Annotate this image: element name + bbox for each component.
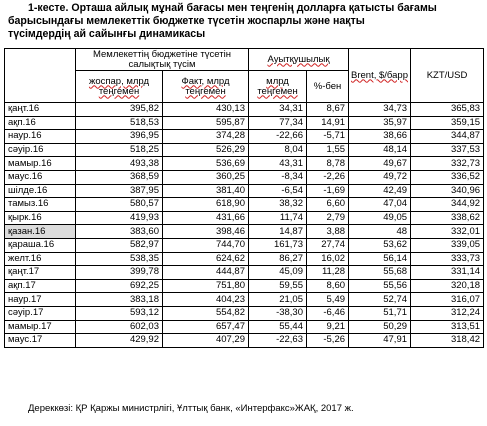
cell-plan: 399,78 bbox=[76, 266, 163, 280]
cell-m: ақп.16 bbox=[5, 116, 76, 130]
cell-kzt: 313,51 bbox=[411, 320, 484, 334]
cell-fact: 751,80 bbox=[163, 279, 249, 293]
cell-plan: 582,97 bbox=[76, 238, 163, 252]
cell-brent: 47,91 bbox=[349, 334, 411, 348]
cell-dev: -38,30 bbox=[249, 306, 307, 320]
caption-line-1: 1-кесте. Орташа айлық мұнай бағасы мен теңгенің долларға қатысты бағамы bbox=[28, 2, 437, 14]
header-deviation-text: Ауытқушылық bbox=[267, 53, 330, 65]
table-row bbox=[5, 279, 484, 293]
cell-fact: 381,40 bbox=[163, 184, 249, 198]
cell-m: қаңт.16 bbox=[5, 103, 76, 117]
cell-pct: 9,21 bbox=[307, 320, 349, 334]
table-row bbox=[5, 306, 484, 320]
cell-dev: 45,09 bbox=[249, 266, 307, 280]
cell-brent: 55,56 bbox=[349, 279, 411, 293]
cell-pct: 8,78 bbox=[307, 157, 349, 171]
caption-line-2: барысындағы мемлекеттік бюджетке түсетін жоспарлы және нақты bbox=[8, 15, 365, 27]
cell-m: маус.17 bbox=[5, 334, 76, 348]
cell-kzt: 344,92 bbox=[411, 198, 484, 212]
cell-dev: 11,74 bbox=[249, 211, 307, 225]
cell-fact: 430,13 bbox=[163, 103, 249, 117]
header-dev-abs bbox=[249, 71, 307, 103]
cell-brent: 34,73 bbox=[349, 103, 411, 117]
cell-dev: 43,31 bbox=[249, 157, 307, 171]
cell-brent: 48,14 bbox=[349, 143, 411, 157]
cell-fact: 431,66 bbox=[163, 211, 249, 225]
header-budget-group: Мемлекеттің бюджетіне түсетін салықтық түсім bbox=[76, 49, 249, 71]
table-row bbox=[5, 320, 484, 334]
cell-dev: 55,44 bbox=[249, 320, 307, 334]
cell-fact: 624,62 bbox=[163, 252, 249, 266]
header-deviation-group bbox=[249, 49, 349, 71]
cell-m: мамыр.17 bbox=[5, 320, 76, 334]
cell-fact: 404,23 bbox=[163, 293, 249, 307]
table-row bbox=[5, 238, 484, 252]
header-dev-abs-text: млрд теңгемен bbox=[257, 75, 298, 97]
cell-pct: 2,79 bbox=[307, 211, 349, 225]
table-row bbox=[5, 170, 484, 184]
table-body bbox=[5, 103, 484, 348]
cell-dev: 161,73 bbox=[249, 238, 307, 252]
cell-pct: 1,55 bbox=[307, 143, 349, 157]
cell-m: сәуір.17 bbox=[5, 306, 76, 320]
cell-dev: 86,27 bbox=[249, 252, 307, 266]
cell-dev: -22,63 bbox=[249, 334, 307, 348]
cell-plan: 383,18 bbox=[76, 293, 163, 307]
header-plan bbox=[76, 71, 163, 103]
header-brent-text: Brent, $/барр bbox=[351, 69, 408, 81]
table-row bbox=[5, 116, 484, 130]
table-row bbox=[5, 130, 484, 144]
cell-fact: 618,90 bbox=[163, 198, 249, 212]
cell-dev: -6,54 bbox=[249, 184, 307, 198]
cell-plan: 593,12 bbox=[76, 306, 163, 320]
cell-plan: 538,35 bbox=[76, 252, 163, 266]
source-note: Дереккөзі: ҚР Қаржы министрлігі, Ұлттық банк, «Интерфакс»ЖАҚ, 2017 ж. bbox=[28, 403, 354, 414]
cell-pct: -5,26 bbox=[307, 334, 349, 348]
table-row bbox=[5, 103, 484, 117]
cell-kzt: 332,01 bbox=[411, 225, 484, 239]
cell-fact: 554,82 bbox=[163, 306, 249, 320]
cell-m: қараша.16 bbox=[5, 238, 76, 252]
cell-brent: 53,62 bbox=[349, 238, 411, 252]
cell-kzt: 340,96 bbox=[411, 184, 484, 198]
cell-fact: 595,87 bbox=[163, 116, 249, 130]
cell-kzt: 320,18 bbox=[411, 279, 484, 293]
cell-m: маус.16 bbox=[5, 170, 76, 184]
cell-brent: 51,71 bbox=[349, 306, 411, 320]
table-row bbox=[5, 184, 484, 198]
table-row bbox=[5, 211, 484, 225]
cell-kzt: 339,05 bbox=[411, 238, 484, 252]
cell-fact: 360,25 bbox=[163, 170, 249, 184]
cell-m: ақп.17 bbox=[5, 279, 76, 293]
cell-pct: 8,60 bbox=[307, 279, 349, 293]
budget-table bbox=[4, 48, 484, 348]
cell-pct: 11,28 bbox=[307, 266, 349, 280]
header-kzt-usd: KZT/USD bbox=[411, 49, 484, 103]
cell-m: мамыр.16 bbox=[5, 157, 76, 171]
cell-brent: 47,04 bbox=[349, 198, 411, 212]
cell-plan: 518,25 bbox=[76, 143, 163, 157]
cell-plan: 602,03 bbox=[76, 320, 163, 334]
cell-plan: 493,38 bbox=[76, 157, 163, 171]
table-row bbox=[5, 252, 484, 266]
cell-kzt: 359,15 bbox=[411, 116, 484, 130]
cell-pct: 8,67 bbox=[307, 103, 349, 117]
cell-plan: 387,95 bbox=[76, 184, 163, 198]
cell-fact: 536,69 bbox=[163, 157, 249, 171]
cell-m: қазан.16 bbox=[5, 225, 76, 239]
cell-dev: 59,55 bbox=[249, 279, 307, 293]
cell-brent: 48 bbox=[349, 225, 411, 239]
cell-m: сәуір.16 bbox=[5, 143, 76, 157]
table-row bbox=[5, 225, 484, 239]
caption-line-3: түсімдердің ай сайынғы динамикасы bbox=[8, 28, 206, 40]
cell-plan: 383,60 bbox=[76, 225, 163, 239]
cell-kzt: 312,24 bbox=[411, 306, 484, 320]
table-row bbox=[5, 198, 484, 212]
table-row bbox=[5, 143, 484, 157]
table-row bbox=[5, 334, 484, 348]
table-row bbox=[5, 266, 484, 280]
cell-fact: 657,47 bbox=[163, 320, 249, 334]
header-fact-text: Факт, млрд теңгемен bbox=[181, 75, 230, 97]
cell-brent: 52,74 bbox=[349, 293, 411, 307]
cell-kzt: 331,14 bbox=[411, 266, 484, 280]
cell-fact: 398,46 bbox=[163, 225, 249, 239]
cell-kzt: 333,73 bbox=[411, 252, 484, 266]
cell-pct: 5,49 bbox=[307, 293, 349, 307]
cell-pct: 6,60 bbox=[307, 198, 349, 212]
header-month bbox=[5, 49, 76, 103]
cell-m: қаңт.17 bbox=[5, 266, 76, 280]
cell-fact: 374,28 bbox=[163, 130, 249, 144]
cell-pct: 27,74 bbox=[307, 238, 349, 252]
cell-brent: 35,97 bbox=[349, 116, 411, 130]
cell-brent: 55,68 bbox=[349, 266, 411, 280]
cell-m: желт.16 bbox=[5, 252, 76, 266]
cell-dev: 34,31 bbox=[249, 103, 307, 117]
cell-brent: 38,66 bbox=[349, 130, 411, 144]
header-brent bbox=[349, 49, 411, 103]
cell-kzt: 344,87 bbox=[411, 130, 484, 144]
cell-dev: 77,34 bbox=[249, 116, 307, 130]
cell-pct: 16,02 bbox=[307, 252, 349, 266]
cell-kzt: 365,83 bbox=[411, 103, 484, 117]
cell-pct: -1,69 bbox=[307, 184, 349, 198]
cell-kzt: 318,42 bbox=[411, 334, 484, 348]
cell-dev: 38,32 bbox=[249, 198, 307, 212]
cell-m: қырк.16 bbox=[5, 211, 76, 225]
cell-kzt: 338,62 bbox=[411, 211, 484, 225]
cell-pct: -2,26 bbox=[307, 170, 349, 184]
table-row bbox=[5, 293, 484, 307]
cell-plan: 580,57 bbox=[76, 198, 163, 212]
cell-kzt: 316,07 bbox=[411, 293, 484, 307]
cell-pct: 3,88 bbox=[307, 225, 349, 239]
cell-kzt: 336,52 bbox=[411, 170, 484, 184]
cell-plan: 419,93 bbox=[76, 211, 163, 225]
cell-dev: -8,34 bbox=[249, 170, 307, 184]
cell-dev: 14,87 bbox=[249, 225, 307, 239]
header-dev-pct: %-бен bbox=[307, 71, 349, 103]
cell-pct: 14,91 bbox=[307, 116, 349, 130]
cell-brent: 49,05 bbox=[349, 211, 411, 225]
cell-dev: -22,66 bbox=[249, 130, 307, 144]
header-fact bbox=[163, 71, 249, 103]
cell-m: шілде.16 bbox=[5, 184, 76, 198]
cell-fact: 444,87 bbox=[163, 266, 249, 280]
cell-pct: -6,46 bbox=[307, 306, 349, 320]
cell-plan: 368,59 bbox=[76, 170, 163, 184]
cell-m: тамыз.16 bbox=[5, 198, 76, 212]
cell-brent: 49,72 bbox=[349, 170, 411, 184]
cell-m: наур.17 bbox=[5, 293, 76, 307]
cell-plan: 429,92 bbox=[76, 334, 163, 348]
cell-dev: 21,05 bbox=[249, 293, 307, 307]
cell-kzt: 337,53 bbox=[411, 143, 484, 157]
cell-fact: 526,29 bbox=[163, 143, 249, 157]
cell-kzt: 332,73 bbox=[411, 157, 484, 171]
cell-brent: 50,29 bbox=[349, 320, 411, 334]
cell-brent: 49,67 bbox=[349, 157, 411, 171]
table-row bbox=[5, 157, 484, 171]
cell-fact: 407,29 bbox=[163, 334, 249, 348]
header-plan-text: жоспар, млрд теңгемен bbox=[88, 75, 150, 97]
cell-plan: 395,82 bbox=[76, 103, 163, 117]
cell-plan: 518,53 bbox=[76, 116, 163, 130]
table-header bbox=[5, 49, 484, 103]
cell-m: наур.16 bbox=[5, 130, 76, 144]
cell-brent: 56,14 bbox=[349, 252, 411, 266]
cell-pct: -5,71 bbox=[307, 130, 349, 144]
table-caption bbox=[8, 2, 484, 41]
cell-fact: 744,70 bbox=[163, 238, 249, 252]
cell-brent: 42,49 bbox=[349, 184, 411, 198]
cell-plan: 396,95 bbox=[76, 130, 163, 144]
cell-plan: 692,25 bbox=[76, 279, 163, 293]
cell-dev: 8,04 bbox=[249, 143, 307, 157]
